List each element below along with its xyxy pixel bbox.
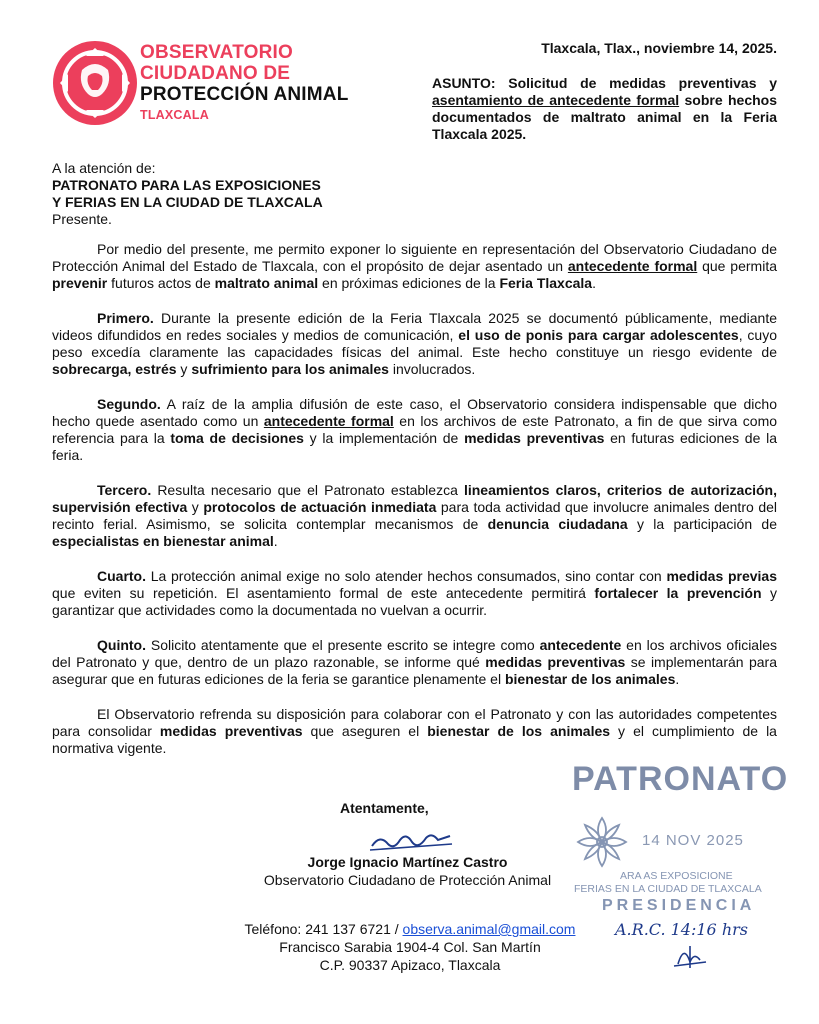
text: en futuras ediciones de la feria. xyxy=(52,430,777,463)
receipt-stamp xyxy=(560,760,810,990)
animal-protection-logo-icon xyxy=(52,40,138,126)
bold-text: lineamientos claros, criterios de autorización, supervisión efectiva xyxy=(52,482,777,515)
paragraph-closing xyxy=(52,706,777,757)
bold-text: antecedente formal xyxy=(567,258,698,274)
stamp-line-3: PRESIDENCIA xyxy=(602,897,756,914)
text: y la implementación de xyxy=(303,430,465,446)
stamp-handwritten-note: A.R.C. 14:16 hrs xyxy=(615,920,748,939)
stamp-line-2: FERIAS EN LA CIUDAD DE TLAXCALA xyxy=(574,883,762,895)
letter-subject xyxy=(432,75,777,143)
stamp-line-1: ARA AS EXPOSICIONE xyxy=(620,870,733,882)
signer-organization: Observatorio Ciudadano de Protección Animal xyxy=(263,872,552,888)
recipient-org-line-1: PATRONATO PARA LAS EXPOSICIONES xyxy=(52,177,321,193)
text: A raíz de la amplia difusión de este caso, el Observatorio considera indispensable que dicho hecho quede asentado como un xyxy=(52,396,777,429)
bold-text: medidas preventivas xyxy=(485,654,626,670)
bold-text: medidas previas xyxy=(666,568,777,584)
text: en próximas ediciones de la xyxy=(318,275,500,291)
stamp-date: 14 NOV 2025 xyxy=(642,832,744,849)
closing-salutation: Atentamente, xyxy=(340,800,429,816)
address-line-1: Francisco Sarabia 1904-4 Col. San Martín xyxy=(279,939,541,955)
stamp-initials-icon xyxy=(670,940,710,970)
text: . xyxy=(273,533,278,549)
bold-text: el uso de ponis para cargar adolescentes xyxy=(458,327,739,343)
phone-label: Teléfono: 241 137 6721 / xyxy=(244,921,403,937)
recipient-block xyxy=(52,160,323,228)
paragraph-label: Quinto. xyxy=(97,637,146,653)
text: , cuyo peso excedía claramente las capacidades físicas del animal. Este hecho constituye un riesgo evidente de xyxy=(52,327,777,360)
paragraph-label: Tercero. xyxy=(97,482,152,498)
flower-emblem-icon xyxy=(572,812,632,872)
bold-text: denuncia ciudadana xyxy=(487,516,628,532)
bold-text: fortalecer la prevención xyxy=(594,585,762,601)
text: y xyxy=(176,361,192,377)
bold-text: medidas preventivas xyxy=(159,723,303,739)
text: El Observatorio refrenda su disposición para colaborar con el Patronato y con las autoridades competentes para consolidar xyxy=(52,706,777,739)
address-line-2: C.P. 90337 Apizaco, Tlaxcala xyxy=(319,957,501,973)
text: en los archivos oficiales del Patronato y que, dentro de un plazo razonable, se informe qué xyxy=(52,637,777,670)
letter-body xyxy=(52,241,777,775)
subject-part-1: Solicitud de medidas preventivas y xyxy=(508,75,778,91)
bold-text: maltrato animal xyxy=(214,275,319,291)
paragraph-intro xyxy=(52,241,777,292)
text: . xyxy=(675,671,680,687)
text: y xyxy=(187,499,204,515)
bold-text: medidas preventivas xyxy=(464,430,605,446)
bold-text: sobrecarga, estrés xyxy=(52,361,177,377)
paragraph-segundo xyxy=(52,396,777,464)
text: . xyxy=(592,275,596,291)
text: que aseguren el xyxy=(302,723,428,739)
contact-phone-line xyxy=(200,920,620,938)
text: Durante la presente edición de la Feria Tlaxcala 2025 se documentó públicamente, mediante videos difundidos en redes sociales y medios de comunicación, xyxy=(52,310,777,343)
paragraph-label: Cuarto. xyxy=(97,568,146,584)
bold-text: antecedente xyxy=(539,637,622,653)
paragraph-quinto xyxy=(52,637,777,688)
logo-line-2: CIUDADANO DE xyxy=(140,63,291,84)
paragraph-tercero xyxy=(52,482,777,550)
bold-text: especialistas en bienestar animal xyxy=(52,533,274,549)
text: y garantizar que actividades como la documentada no vuelvan a ocurrir. xyxy=(52,585,777,618)
signer-block xyxy=(230,853,585,889)
bold-text: antecedente formal xyxy=(263,413,394,429)
bold-text: prevenir xyxy=(52,275,108,291)
paragraph-cuarto xyxy=(52,568,777,619)
signer-name: Jorge Ignacio Martínez Castro xyxy=(307,854,508,870)
contact-block xyxy=(200,920,620,974)
logo-line-3: PROTECCIÓN ANIMAL xyxy=(140,84,349,105)
subject-underlined: asentamiento de antecedente formal xyxy=(432,92,680,108)
logo-line-1: OBSERVATORIO xyxy=(140,42,294,63)
attention-line: A la atención de: xyxy=(52,160,156,176)
text: Solicito atentamente que el presente escrito se integre como xyxy=(146,637,540,653)
subject-label: ASUNTO: xyxy=(432,75,496,91)
bold-text: sufrimiento para los animales xyxy=(191,361,389,377)
organization-logo xyxy=(52,40,382,130)
text: en los archivos de este Patronato, a fin de que sirva como referencia para la xyxy=(52,413,778,446)
recipient-org-line-2: Y FERIAS EN LA CIUDAD DE TLAXCALA xyxy=(52,194,323,210)
text: involucrados. xyxy=(388,361,476,377)
bold-text: Feria Tlaxcala xyxy=(499,275,593,291)
text: que permita xyxy=(697,258,777,274)
letter-date: Tlaxcala, Tlax., noviembre 14, 2025. xyxy=(541,40,777,56)
paragraph-label: Primero. xyxy=(97,310,154,326)
paragraph-label: Segundo. xyxy=(97,396,161,412)
email-link[interactable]: observa.animal@gmail.com xyxy=(402,921,576,937)
bold-text: bienestar de los animales xyxy=(504,671,676,687)
text: La protección animal exige no solo atender hechos consumados, sino contar con xyxy=(146,568,667,584)
text: se implementarán para asegurar que en futuras ediciones de la feria se garantice plenamente el xyxy=(52,654,777,687)
text: futuros actos de xyxy=(107,275,215,291)
stamp-title: PATRONATO xyxy=(572,760,789,798)
paragraph-primero xyxy=(52,310,777,378)
bold-text: protocolos de actuación inmediata xyxy=(203,499,437,515)
text: Por medio del presente, me permito exponer lo siguiente en representación del Observatorio Ciudadano de Protección Animal del Estado de Tlaxcala, con el propósito de dejar asentado un xyxy=(52,241,777,274)
text: y el cumplimiento de la normativa vigente. xyxy=(52,723,777,756)
text: y la participación de xyxy=(627,516,777,532)
handwritten-signature xyxy=(366,826,456,856)
text: que eviten su repetición. El asentamiento formal de este antecedente permitirá xyxy=(52,585,595,601)
bold-text: bienestar de los animales xyxy=(427,723,611,739)
logo-line-4: TLAXCALA xyxy=(140,108,209,122)
text: Resulta necesario que el Patronato establezca xyxy=(151,482,464,498)
bold-text: toma de decisiones xyxy=(170,430,304,446)
subject-part-2: sobre hechos documentados de maltrato animal en la Feria Tlaxcala 2025. xyxy=(432,92,777,142)
text: para toda actividad que involucre animales dentro del recinto ferial. Asimismo, se solicita contemplar mecanismos de xyxy=(52,499,777,532)
presente-line: Presente. xyxy=(52,211,112,227)
